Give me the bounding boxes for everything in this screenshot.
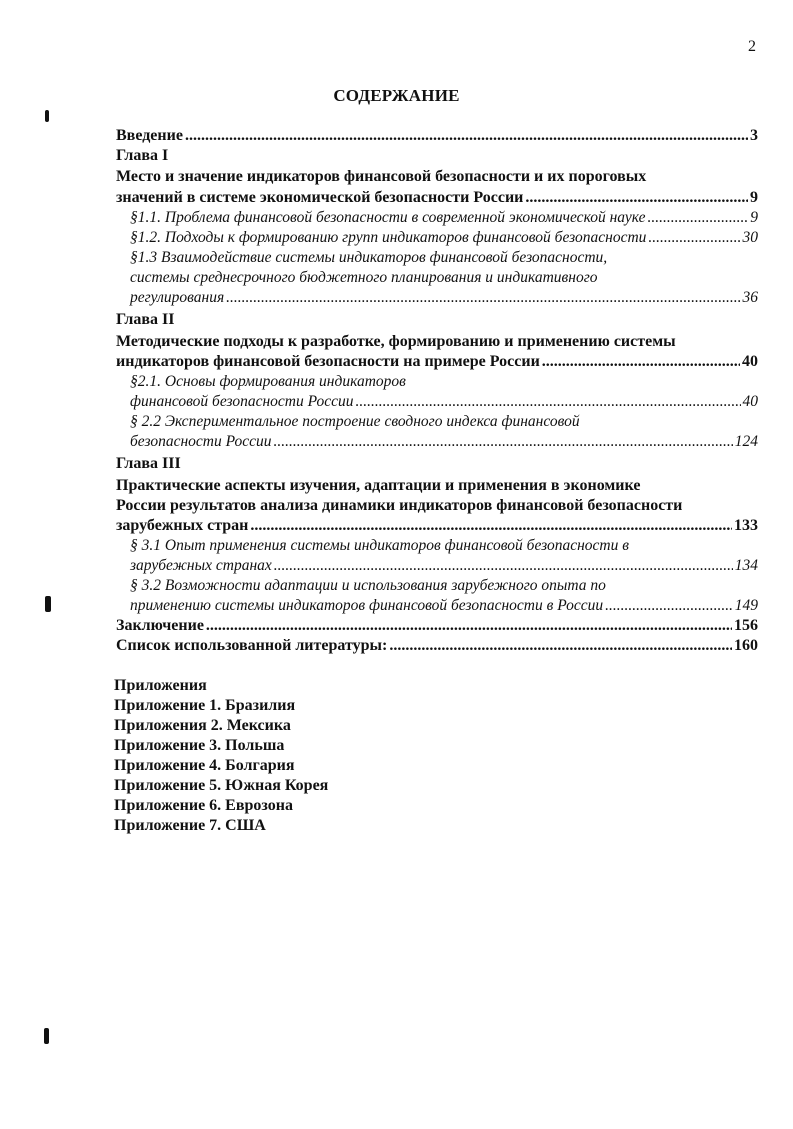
chapter-title: России результатов анализа динамики индикаторов финансовой безопасности [116, 497, 683, 514]
toc-entry-conclusion [116, 616, 758, 636]
toc-entry-section-2-2 [130, 432, 758, 452]
chapter-title: Практические аспекты изучения, адаптации и применения в экономике [116, 477, 641, 494]
appendix-item: Приложение 6. Еврозона [114, 797, 293, 814]
toc-page-number: 149 [734, 597, 758, 614]
toc-entry-label: Введение [116, 127, 183, 144]
toc-page-number: 134 [734, 557, 758, 574]
toc-page-number: 156 [734, 617, 758, 634]
section-title: применению системы индикаторов финансовой безопасности в России [130, 597, 604, 614]
dot-leader [648, 228, 740, 248]
section-title: §1.2. Подходы к формированию групп индикаторов финансовой безопасности [130, 229, 647, 246]
chapter-heading: Глава III [116, 455, 181, 472]
toc-entry-section-1-1 [130, 208, 758, 228]
appendix-item: Приложение 5. Южная Корея [114, 777, 329, 794]
scan-mark [44, 1028, 49, 1044]
dot-leader [605, 596, 733, 616]
toc-page-number: 9 [750, 209, 758, 226]
chapter-title: Методические подходы к разработке, формированию и применению системы [116, 333, 676, 350]
appendix-item: Приложения 2. Мексика [114, 717, 291, 734]
dot-leader [226, 288, 740, 308]
section-title: §2.1. Основы формирования индикаторов [130, 373, 406, 390]
toc-entry-intro [116, 126, 758, 146]
toc-entry-chapter-3 [116, 516, 758, 536]
toc-page-number: 3 [750, 127, 758, 144]
section-title: системы среднесрочного бюджетного планирования и индикативного [130, 269, 598, 286]
section-title: регулирования [130, 289, 225, 306]
dot-leader [542, 352, 740, 372]
toc-entry-chapter-2 [116, 352, 758, 372]
dot-leader [185, 126, 748, 146]
section-title: § 3.2 Возможности адаптации и использования зарубежного опыта по [130, 577, 606, 594]
scan-mark [45, 596, 51, 612]
appendix-heading: Приложения [114, 677, 207, 694]
toc-entry-label: Заключение [116, 617, 204, 634]
dot-leader [274, 556, 733, 576]
appendix-item: Приложение 1. Бразилия [114, 697, 296, 714]
chapter-title: индикаторов финансовой безопасности на примере России [116, 353, 540, 370]
section-title: § 3.1 Опыт применения системы индикаторов финансовой безопасности в [130, 537, 629, 554]
toc-page-number: 30 [742, 229, 758, 246]
toc-page-number: 124 [734, 433, 758, 450]
toc-page-number: 40 [742, 353, 758, 370]
toc-page-number: 9 [750, 189, 758, 206]
toc-page-number: 160 [734, 637, 758, 654]
dot-leader [250, 516, 732, 536]
dot-leader [206, 616, 732, 636]
chapter-title: зарубежных стран [116, 517, 249, 534]
chapter-heading: Глава II [116, 311, 175, 328]
dot-leader [356, 392, 741, 412]
section-title: безопасности России [130, 433, 272, 450]
toc-page-number: 133 [734, 517, 758, 534]
appendix-item: Приложение 3. Польша [114, 737, 285, 754]
section-title: зарубежных странах [130, 557, 272, 574]
toc-entry-chapter-1 [116, 188, 758, 208]
scan-mark [45, 110, 49, 122]
toc-entry-section-2-1 [130, 392, 758, 412]
toc-entry-section-3-2 [130, 596, 758, 616]
page-number: 2 [748, 38, 756, 55]
dot-leader [525, 188, 748, 208]
section-title: §1.3 Взаимодействие системы индикаторов финансовой безопасности, [130, 249, 608, 266]
section-title: §1.1. Проблема финансовой безопасности в современной экономической науке [130, 209, 646, 226]
toc-entry-section-1-3 [130, 288, 758, 308]
toc-entry-section-3-1 [130, 556, 758, 576]
appendix-item: Приложение 7. США [114, 817, 266, 834]
toc-entry-section-1-2 [130, 228, 758, 248]
chapter-title: Место и значение индикаторов финансовой безопасности и их пороговых [116, 168, 647, 185]
dot-leader [389, 636, 732, 656]
dot-leader [274, 432, 733, 452]
toc-page-number: 36 [742, 289, 758, 306]
toc-page-number: 40 [742, 393, 758, 410]
section-title: § 2.2 Экспериментальное построение сводного индекса финансовой [130, 413, 580, 430]
chapter-title: значений в системе экономической безопасности России [116, 189, 524, 206]
appendix-item: Приложение 4. Болгария [114, 757, 295, 774]
chapter-heading: Глава I [116, 147, 169, 164]
page-title: СОДЕРЖАНИЕ [333, 86, 460, 105]
section-title: финансовой безопасности России [130, 393, 354, 410]
toc-entry-label: Список использованной литературы: [116, 637, 388, 654]
toc-entry-bibliography [116, 636, 758, 656]
dot-leader [647, 208, 748, 228]
